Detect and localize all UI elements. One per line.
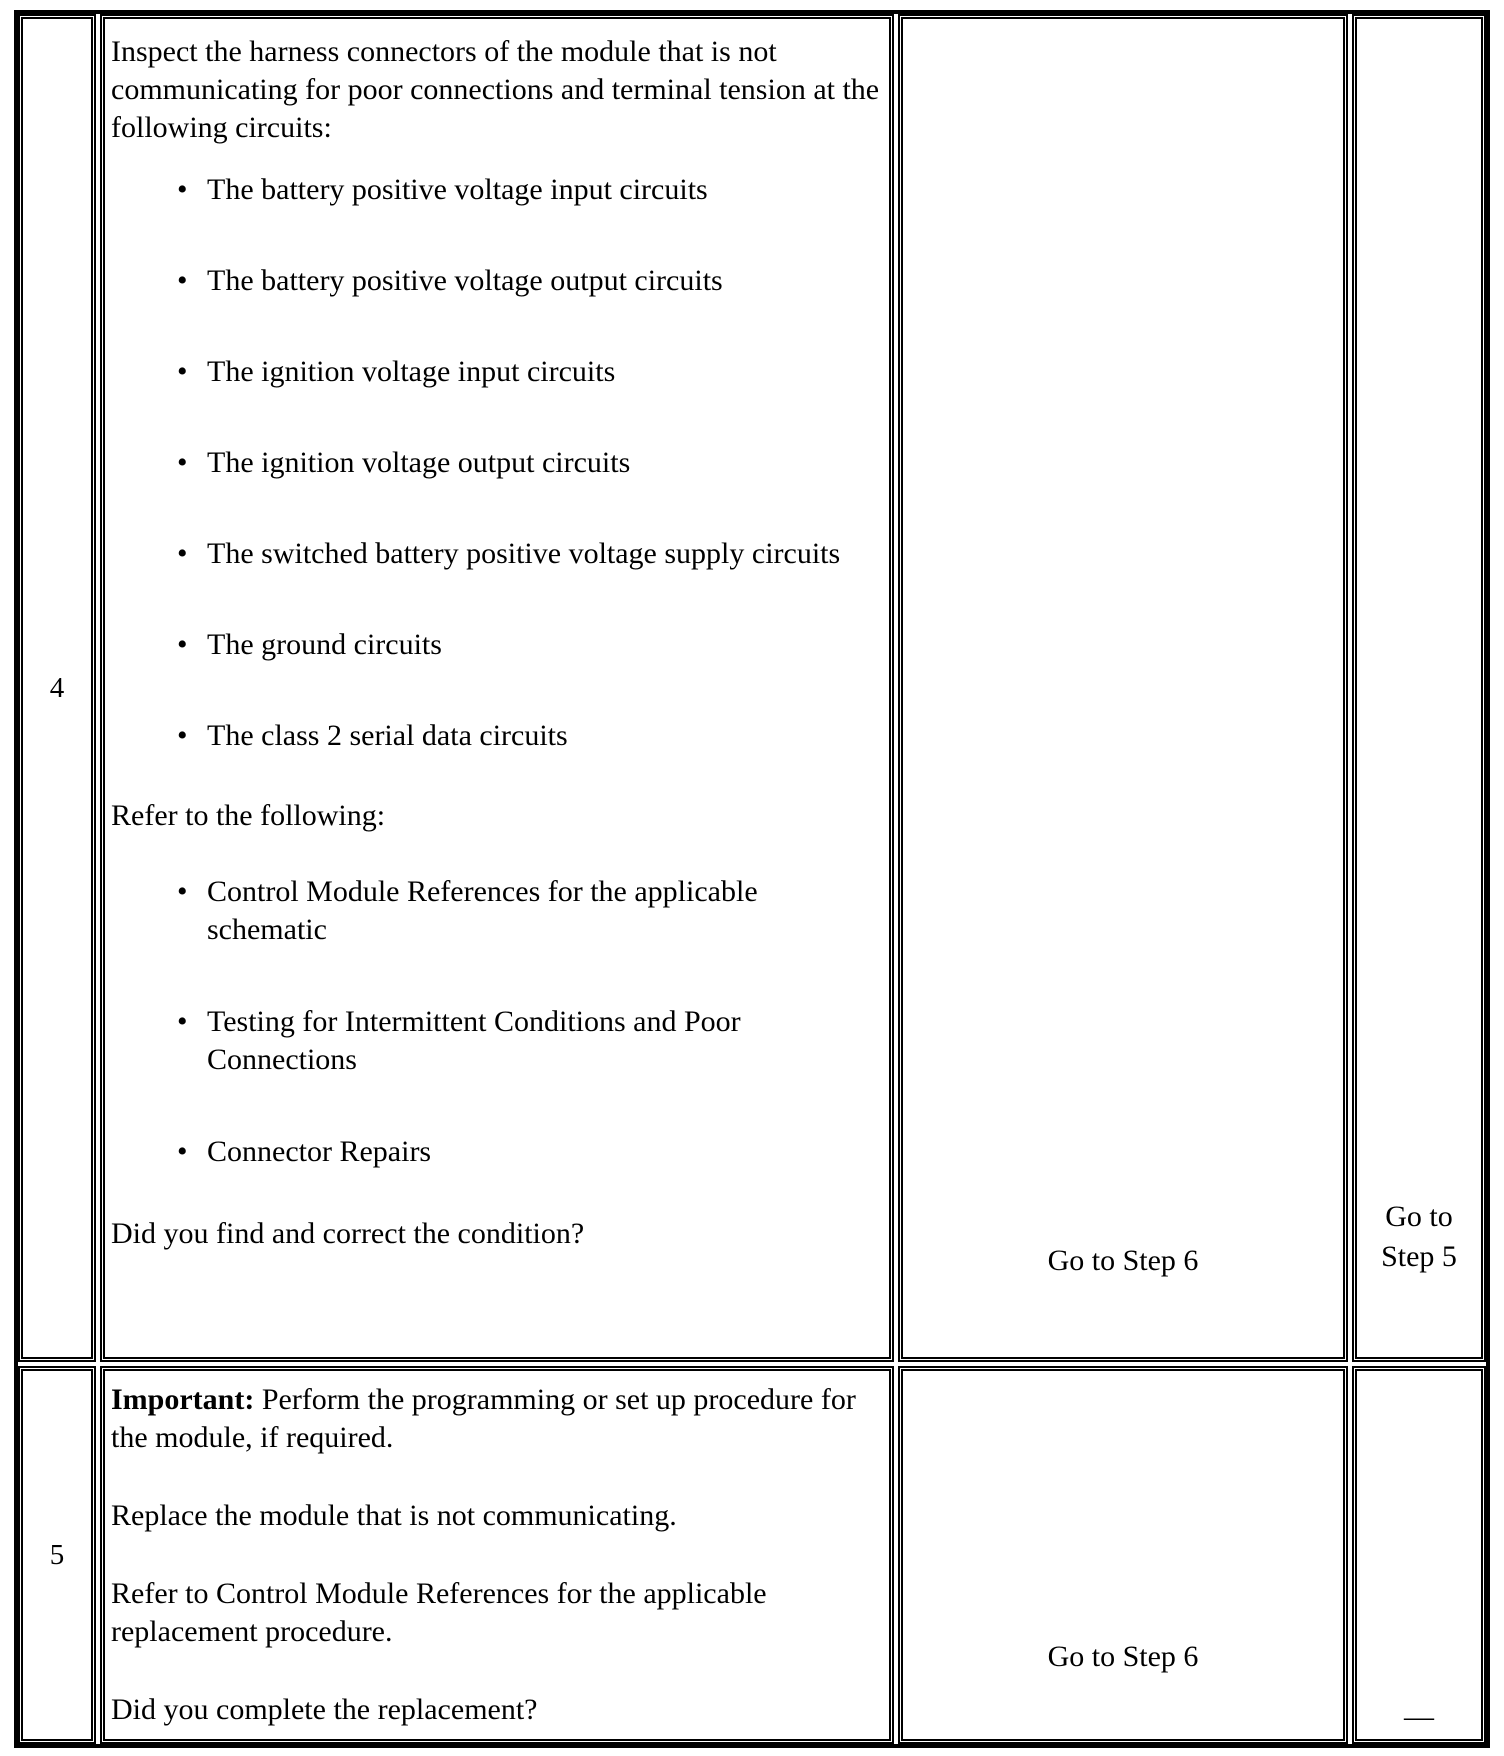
go-to-step-link[interactable]: Go to Step 5 (1381, 1200, 1457, 1273)
step-5-question: Did you complete the replacement? (111, 1693, 538, 1726)
step-5-number-cell (18, 1366, 96, 1744)
reference-list-item: • Testing for Intermittent Conditions and Poor Connections (177, 1005, 741, 1076)
circuit-list (111, 171, 881, 755)
circuit-list-item: • The battery positive voltage input circuits (111, 171, 881, 209)
important-text: Perform the programming or set up procedure for the module, if required. (111, 1383, 856, 1454)
step-5-action-cell (100, 1366, 894, 1744)
circuit-list-item: • The ground circuits (111, 626, 881, 664)
refer-instruction: Refer to Control Module References for the applicable replacement procedure. (111, 1577, 767, 1648)
bullet-icon: • (177, 719, 188, 752)
step-4-intro: Inspect the harness connectors of the module that is not communicating for poor connections and terminal tension at the following circuits: (111, 35, 880, 144)
bullet-icon: • (177, 173, 188, 206)
bullet-icon: • (177, 875, 188, 908)
step-4-action-cell (100, 14, 894, 1362)
replace-instruction: Replace the module that is not communicating. (111, 1499, 677, 1532)
step-number: 5 (49, 1538, 65, 1571)
circuit-list-item: • The ignition voltage input circuits (111, 353, 881, 391)
step-4-no-cell (1352, 14, 1486, 1362)
circuit-list-item: • The ignition voltage output circuits (111, 444, 881, 482)
important-note (111, 1381, 881, 1457)
refer-label: Refer to the following: (111, 799, 386, 832)
step-4-question: Did you find and correct the condition? (111, 1217, 585, 1250)
bullet-icon: • (177, 628, 188, 661)
bullet-icon: • (177, 446, 188, 479)
bullet-icon: • (177, 1135, 188, 1168)
circuit-list-item: • The switched battery positive voltage supply circuits (111, 535, 881, 573)
circuit-list-item: • The class 2 serial data circuits (111, 717, 881, 755)
reference-list-item: • Connector Repairs (111, 1133, 881, 1171)
no-action-dash: — (1404, 1700, 1434, 1733)
step-4-yes-cell (898, 14, 1348, 1362)
bullet-icon: • (177, 355, 188, 388)
go-to-step-link[interactable]: Go to Step 6 (1047, 1640, 1199, 1673)
reference-list-item: • Control Module References for the applicable schematic (177, 875, 758, 946)
bullet-icon: • (177, 1005, 188, 1038)
important-label: Important: (111, 1383, 255, 1416)
step-5-no-cell (1352, 1366, 1486, 1744)
bullet-icon: • (177, 537, 188, 570)
step-4-number-cell (18, 14, 96, 1362)
step-number: 4 (49, 671, 65, 704)
bullet-icon: • (177, 264, 188, 297)
reference-list (111, 873, 881, 1171)
go-to-step-link[interactable]: Go to Step 6 (1047, 1244, 1199, 1277)
step-5-yes-cell (898, 1366, 1348, 1744)
circuit-list-item: • The battery positive voltage output circuits (111, 262, 881, 300)
